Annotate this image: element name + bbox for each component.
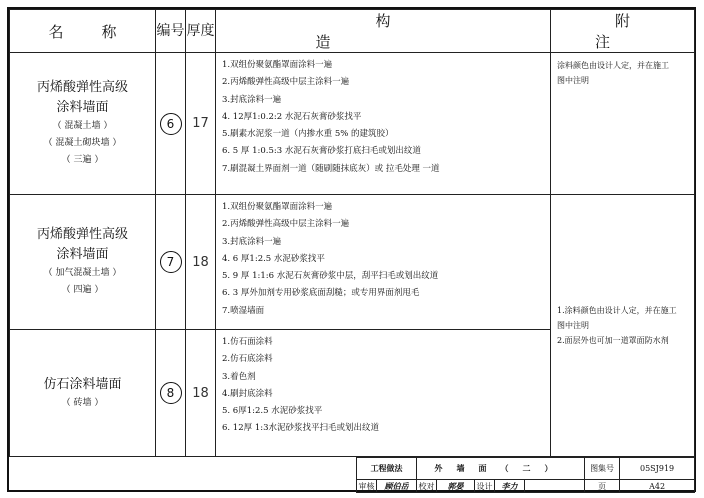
row-sub-line: （ 混凝土砌块墙 ） xyxy=(43,138,122,148)
row-thickness: 17 xyxy=(186,53,216,195)
signature-blank xyxy=(525,480,585,493)
circled-number: 8 xyxy=(160,382,182,404)
note-line: 1.涂料颜色由设计人定，并在施工 xyxy=(557,306,677,315)
construction-step: 3.封底涂料一遍 xyxy=(222,94,282,105)
check-label: 校对 xyxy=(418,481,435,491)
table-row xyxy=(10,53,695,195)
note-line: 2.面层外也可加一道罩面防水剂 xyxy=(557,336,669,345)
row-sub-line: （ 三遍 ） xyxy=(61,155,104,165)
construction-step: 1.仿石面涂料 xyxy=(222,337,273,347)
row-name-cell xyxy=(10,195,156,330)
construction-step: 6. 12厚 1:3水泥砂浆找平扫毛或划出纹道 xyxy=(222,423,380,434)
review-label: 审核 xyxy=(358,481,375,491)
header-thickness: 厚度 xyxy=(186,10,216,53)
construction-step: 6. 3 厚外加剂专用砂浆底面刮糙；或专用界面剂甩毛 xyxy=(222,288,420,299)
check-signature: 郭晏 xyxy=(437,480,475,493)
row-sub-line: （ 混凝土墙 ） xyxy=(52,121,113,131)
design-label: 设计 xyxy=(476,481,493,491)
construction-step: 6. 5 厚 1:0.5:3 水泥石灰膏砂浆打底扫毛或划出纹道 xyxy=(222,146,421,157)
row-thickness: 18 xyxy=(186,330,216,457)
row-name-line: 涂料墙面 xyxy=(56,247,109,262)
construction-step: 7.刷混凝土界面剂一道（随刷随抹底灰）或 拉毛处理 一道 xyxy=(222,163,440,174)
note-line: 涂料颜色由设计人定，并在施工 xyxy=(557,61,669,70)
construction-table xyxy=(9,9,695,457)
construction-step: 2.丙烯酸弹性高级中层主涂料一遍 xyxy=(222,219,350,230)
row-name-cell xyxy=(10,330,156,457)
row-number-cell xyxy=(156,330,186,457)
header-construction: 构造 xyxy=(216,10,551,53)
construction-step: 4. 12厚1:0.2:2 水泥石灰膏砂浆找平 xyxy=(222,111,362,122)
atlas-label: 图集号 xyxy=(585,458,620,480)
drawing-sheet xyxy=(7,7,696,492)
construction-step: 7.喷湿墙面 xyxy=(222,305,265,316)
page-label: 页 xyxy=(585,480,620,493)
table-header-row xyxy=(10,10,695,53)
row-note-cell xyxy=(551,53,695,195)
row-number-cell xyxy=(156,195,186,330)
title-block xyxy=(356,457,694,492)
review-signature: 顾伯岳 xyxy=(377,480,417,493)
row-sub-line: （ 砖墙 ） xyxy=(61,397,104,408)
construction-step: 2.丙烯酸弹性高级中层主涂料一遍 xyxy=(222,77,350,88)
construction-step: 5.刷素水泥浆一道（内掺水重 5% 的建筑胶） xyxy=(222,129,394,140)
row-construction-cell xyxy=(216,330,551,457)
construction-step: 3.着色剂 xyxy=(222,371,256,382)
circled-number: 7 xyxy=(160,251,182,273)
atlas-number: 05SJ919 xyxy=(620,458,695,480)
circled-number: 6 xyxy=(160,113,182,135)
construction-step: 1.双组份聚氨酯罩面涂料一遍 xyxy=(222,60,333,70)
note-line: 图中注明 xyxy=(557,76,589,85)
row-construction-cell xyxy=(216,53,551,195)
row-name-line: 丙烯酸弹性高级 xyxy=(36,227,128,242)
page-number: A42 xyxy=(620,480,695,493)
table-row xyxy=(10,195,695,330)
row-name-cell xyxy=(10,53,156,195)
construction-step: 3.封底涂料一遍 xyxy=(222,236,282,247)
row-name-line: 仿石涂料墙面 xyxy=(43,376,122,392)
header-number: 编号 xyxy=(156,10,186,53)
construction-step: 4. 6 厚1:2.5 水泥砂浆找平 xyxy=(222,253,325,264)
construction-step: 2.仿石底涂料 xyxy=(222,354,273,365)
titleblock-title: 外墙面（二） xyxy=(417,458,585,480)
row-note-cell xyxy=(551,195,695,457)
header-name: 名称 xyxy=(10,10,156,53)
header-note: 附注 xyxy=(551,10,695,53)
row-sub-line: （ 四遍 ） xyxy=(61,285,104,295)
note-line: 图中注明 xyxy=(557,321,589,330)
row-thickness: 18 xyxy=(186,195,216,330)
titleblock-label: 工程做法 xyxy=(357,458,417,480)
row-sub-line: （ 加气混凝土墙 ） xyxy=(43,268,122,278)
row-number-cell xyxy=(156,53,186,195)
row-construction-cell xyxy=(216,195,551,330)
construction-step: 5. 9 厚 1:1:6 水泥石灰膏砂浆中层，刮平扫毛或划出纹道 xyxy=(222,271,439,282)
row-name-line: 丙烯酸弹性高级 xyxy=(36,80,128,95)
construction-step: 5. 6厚1:2.5 水泥砂浆找平 xyxy=(222,406,323,417)
construction-step: 1.双组份聚氨酯罩面涂料一遍 xyxy=(222,202,333,212)
design-signature: 李力 xyxy=(495,480,525,493)
construction-step: 4.刷封底涂料 xyxy=(222,388,273,399)
row-name-line: 涂料墙面 xyxy=(56,100,109,115)
